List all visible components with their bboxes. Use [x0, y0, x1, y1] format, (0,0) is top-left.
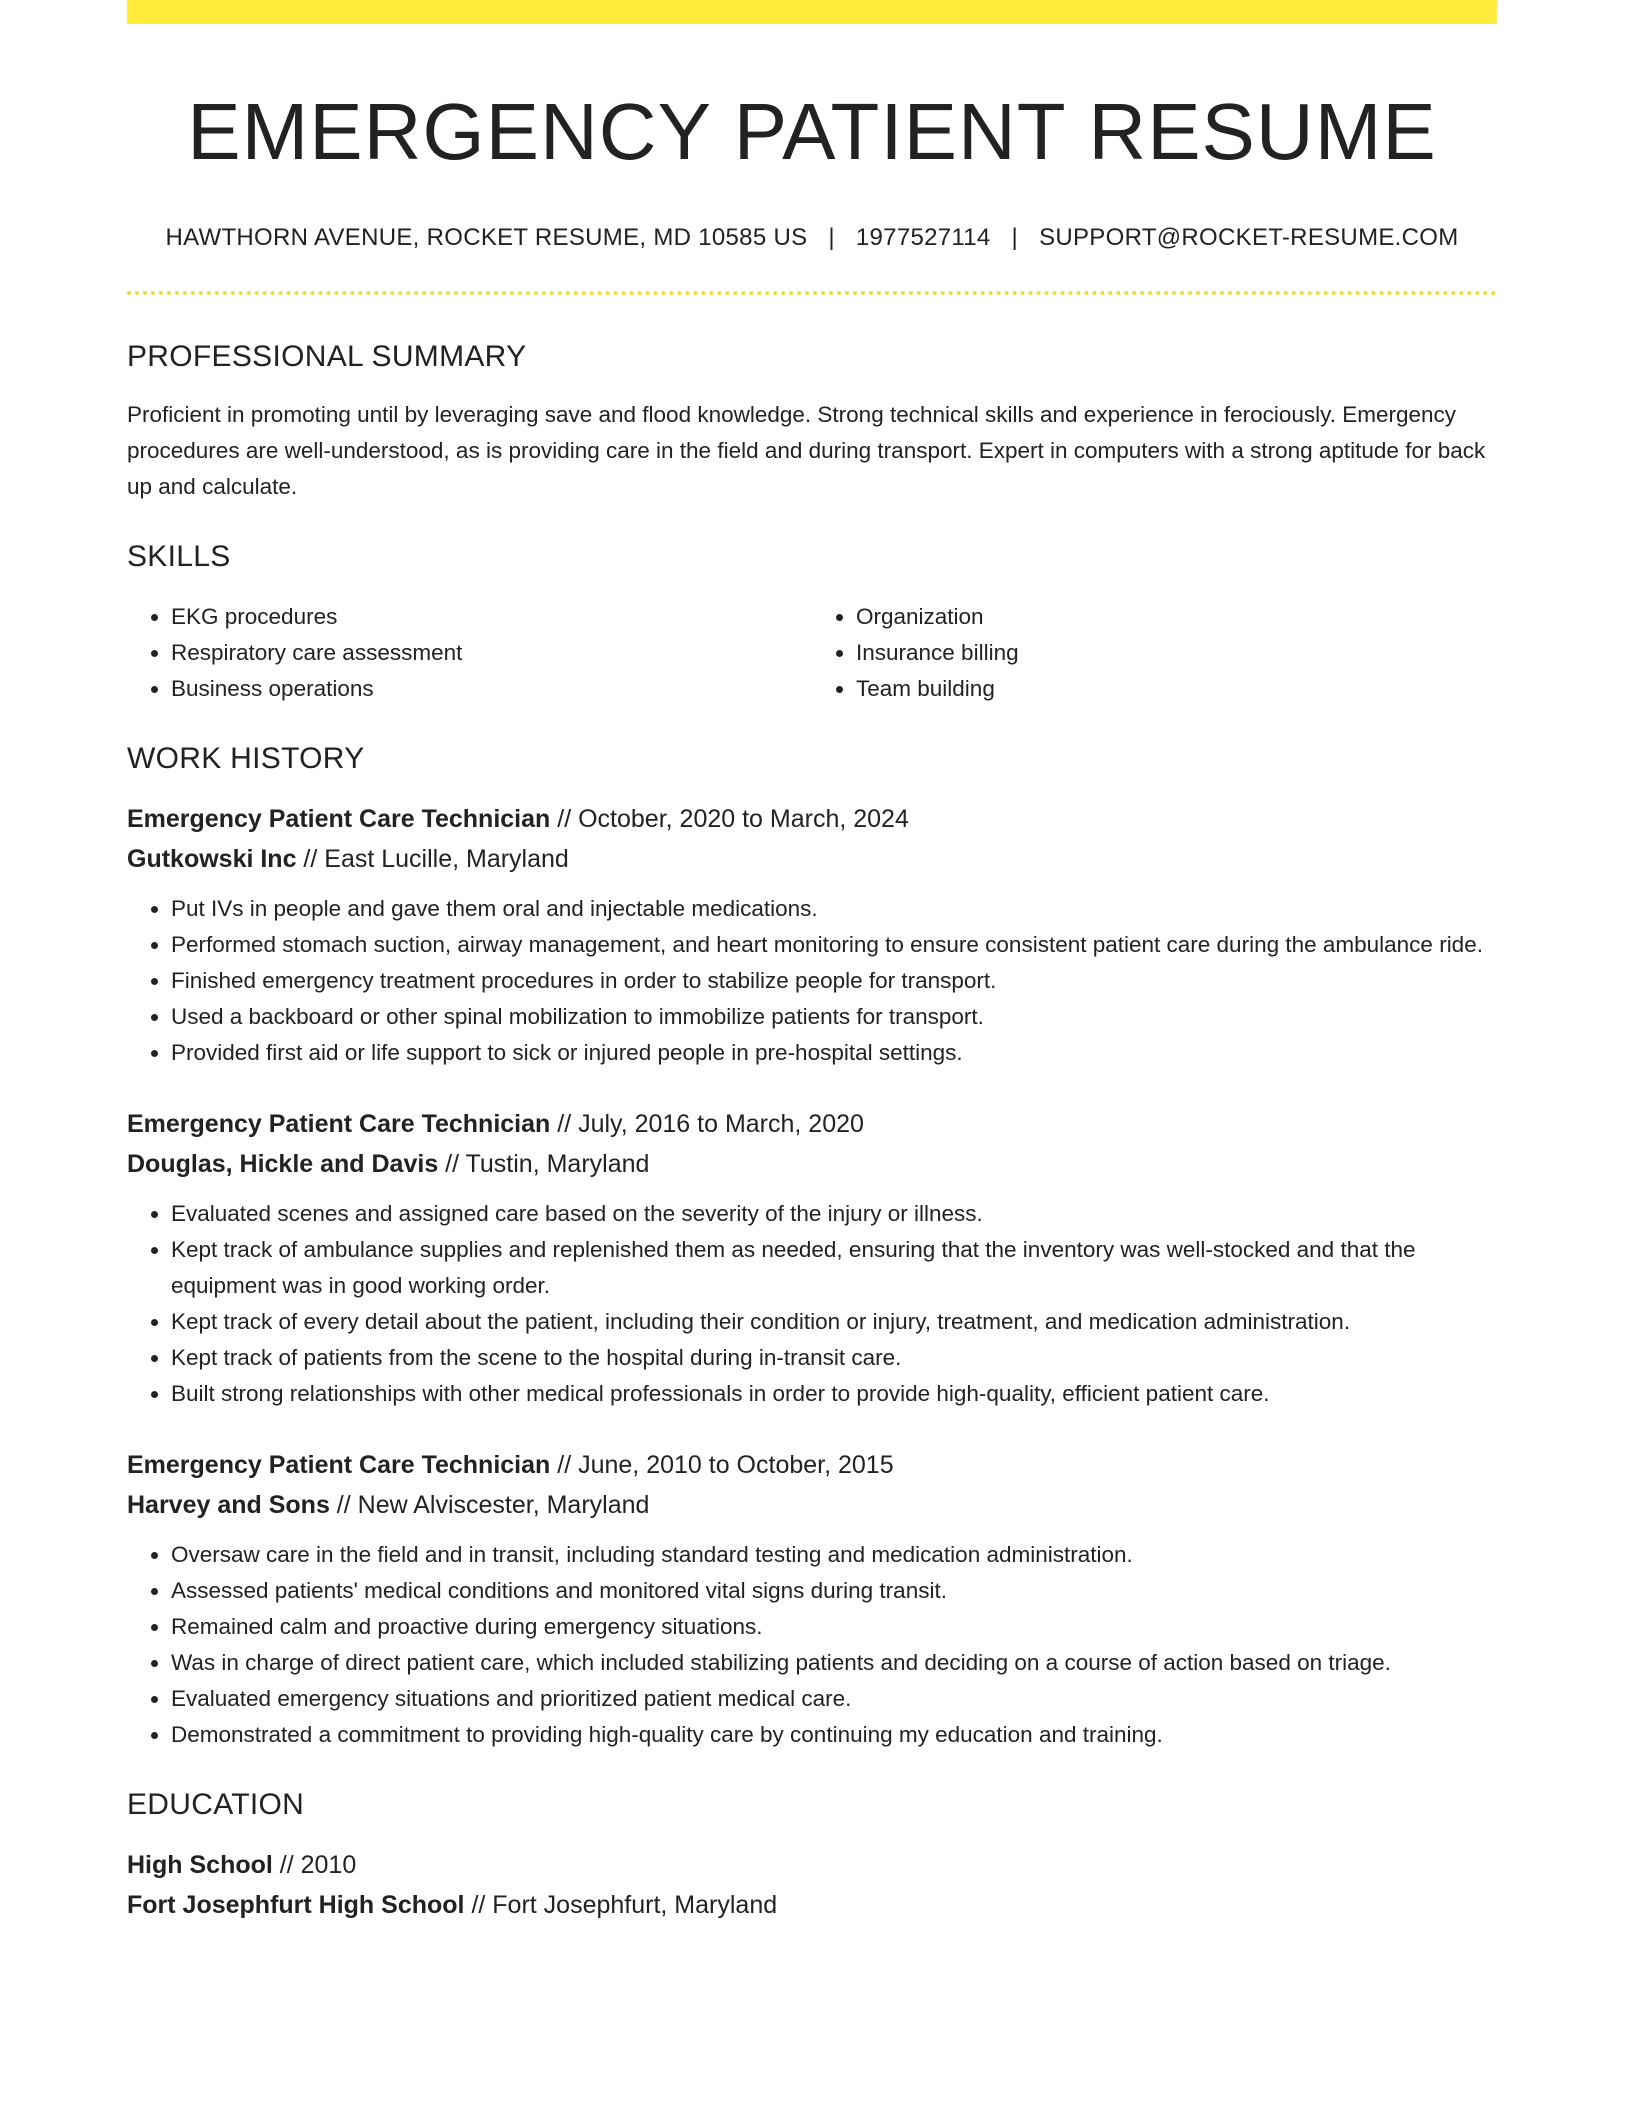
job-bullet: • Remained calm and proactive during emergency situations.	[171, 1609, 1497, 1645]
education-school: Fort Josephfurt High School	[127, 1891, 465, 1920]
job-dates: // October, 2020 to March, 2024	[550, 805, 909, 834]
skills-column-left	[127, 599, 812, 707]
job-entry	[127, 799, 1497, 1071]
job-entry	[127, 1445, 1497, 1753]
job-company: Gutkowski Inc	[127, 845, 297, 874]
job-location: // New Alviscester, Maryland	[329, 1491, 650, 1520]
job-title-line	[127, 1104, 1497, 1144]
job-bullet: • Provided first aid or life support to sick or injured people in pre-hospital settings.	[171, 1035, 1497, 1071]
job-bullet: • Was in charge of direct patient care, which included stabilizing patients and deciding on a course of action based on triage.	[171, 1645, 1497, 1681]
job-location: // Tustin, Maryland	[438, 1150, 650, 1179]
job-title: Emergency Patient Care Technician	[127, 1110, 551, 1139]
contact-address: HAWTHORN AVENUE, ROCKET RESUME, MD 10585 US	[165, 224, 808, 251]
skill-item: • Insurance billing	[856, 635, 1497, 671]
job-dates: // June, 2010 to October, 2015	[550, 1451, 894, 1480]
education-year: // 2010	[272, 1851, 357, 1880]
job-bullet: • Assessed patients' medical conditions and monitored vital signs during transit.	[171, 1573, 1497, 1609]
education-entry	[127, 1845, 1497, 1925]
job-bullet: • Evaluated scenes and assigned care based on the severity of the injury or illness.	[171, 1196, 1497, 1232]
job-bullet: • Kept track of ambulance supplies and replenished them as needed, ensuring that the inventory was well-stocked and that the equipment was in good working order.	[171, 1232, 1497, 1304]
job-bullet: • Kept track of patients from the scene to the hospital during in-transit care.	[171, 1340, 1497, 1376]
job-company-line	[127, 1144, 1497, 1184]
job-company: Douglas, Hickle and Davis	[127, 1150, 439, 1179]
job-bullet: • Finished emergency treatment procedures in order to stabilize people for transport.	[171, 963, 1497, 999]
education-location: // Fort Josephfurt, Maryland	[464, 1891, 778, 1920]
job-bullet: • Evaluated emergency situations and prioritized patient medical care.	[171, 1681, 1497, 1717]
job-title: Emergency Patient Care Technician	[127, 805, 551, 834]
skill-item: • Team building	[856, 671, 1497, 707]
job-company-line	[127, 1485, 1497, 1525]
work-history-heading: WORK HISTORY	[127, 742, 365, 776]
job-bullet: • Demonstrated a commitment to providing high-quality care by continuing my education and training.	[171, 1717, 1497, 1753]
dotted-divider	[127, 291, 1497, 295]
job-bullet: • Oversaw care in the field and in transit, including standard testing and medication administration.	[171, 1537, 1497, 1573]
skill-item: • EKG procedures	[171, 599, 812, 635]
contact-email: SUPPORT@ROCKET-RESUME.COM	[1039, 224, 1459, 251]
job-company-line	[127, 839, 1497, 879]
skills-column-right	[812, 599, 1497, 707]
job-bullet: • Put IVs in people and gave them oral and injectable medications.	[171, 891, 1497, 927]
skill-item: • Respiratory care assessment	[171, 635, 812, 671]
summary-heading: PROFESSIONAL SUMMARY	[127, 340, 527, 374]
job-entry	[127, 1104, 1497, 1412]
job-title-line	[127, 799, 1497, 839]
summary-text: Proficient in promoting until by leveraging save and flood knowledge. Strong technical skills and experience in ferociously. Emergency procedures are well-understood, as is providing care in the field and during transport. Expert in computers with a strong aptitude for back up and calculate.	[127, 402, 1486, 500]
contact-separator: |	[828, 224, 835, 251]
skill-item: • Organization	[856, 599, 1497, 635]
accent-top-bar	[127, 0, 1497, 24]
skills-list	[127, 599, 1497, 707]
job-title-line	[127, 1445, 1497, 1485]
job-bullets	[127, 1537, 1497, 1753]
skills-heading: SKILLS	[127, 540, 231, 574]
job-bullet: • Built strong relationships with other medical professionals in order to provide high-quality, efficient patient care.	[171, 1376, 1497, 1412]
job-bullets	[127, 1196, 1497, 1412]
job-title: Emergency Patient Care Technician	[127, 1451, 551, 1480]
job-company: Harvey and Sons	[127, 1491, 330, 1520]
job-location: // East Lucille, Maryland	[296, 845, 569, 874]
resume-page	[127, 0, 1497, 1925]
job-bullets	[127, 891, 1497, 1071]
skill-item: • Business operations	[171, 671, 812, 707]
contact-line	[127, 222, 1497, 253]
job-bullet: • Performed stomach suction, airway management, and heart monitoring to ensure consistent patient care during the ambulance ride.	[171, 927, 1497, 963]
job-bullet: • Kept track of every detail about the patient, including their condition or injury, treatment, and medication administration.	[171, 1304, 1497, 1340]
job-dates: // July, 2016 to March, 2020	[550, 1110, 864, 1139]
education-degree-line	[127, 1845, 1497, 1885]
resume-name: EMERGENCY PATIENT RESUME	[187, 87, 1437, 176]
contact-phone: 1977527114	[855, 224, 991, 251]
education-degree: High School	[127, 1851, 273, 1880]
contact-separator: |	[1011, 224, 1019, 251]
education-school-line	[127, 1885, 1497, 1925]
education-heading: EDUCATION	[127, 1788, 305, 1822]
job-bullet: • Used a backboard or other spinal mobilization to immobilize patients for transport.	[171, 999, 1497, 1035]
